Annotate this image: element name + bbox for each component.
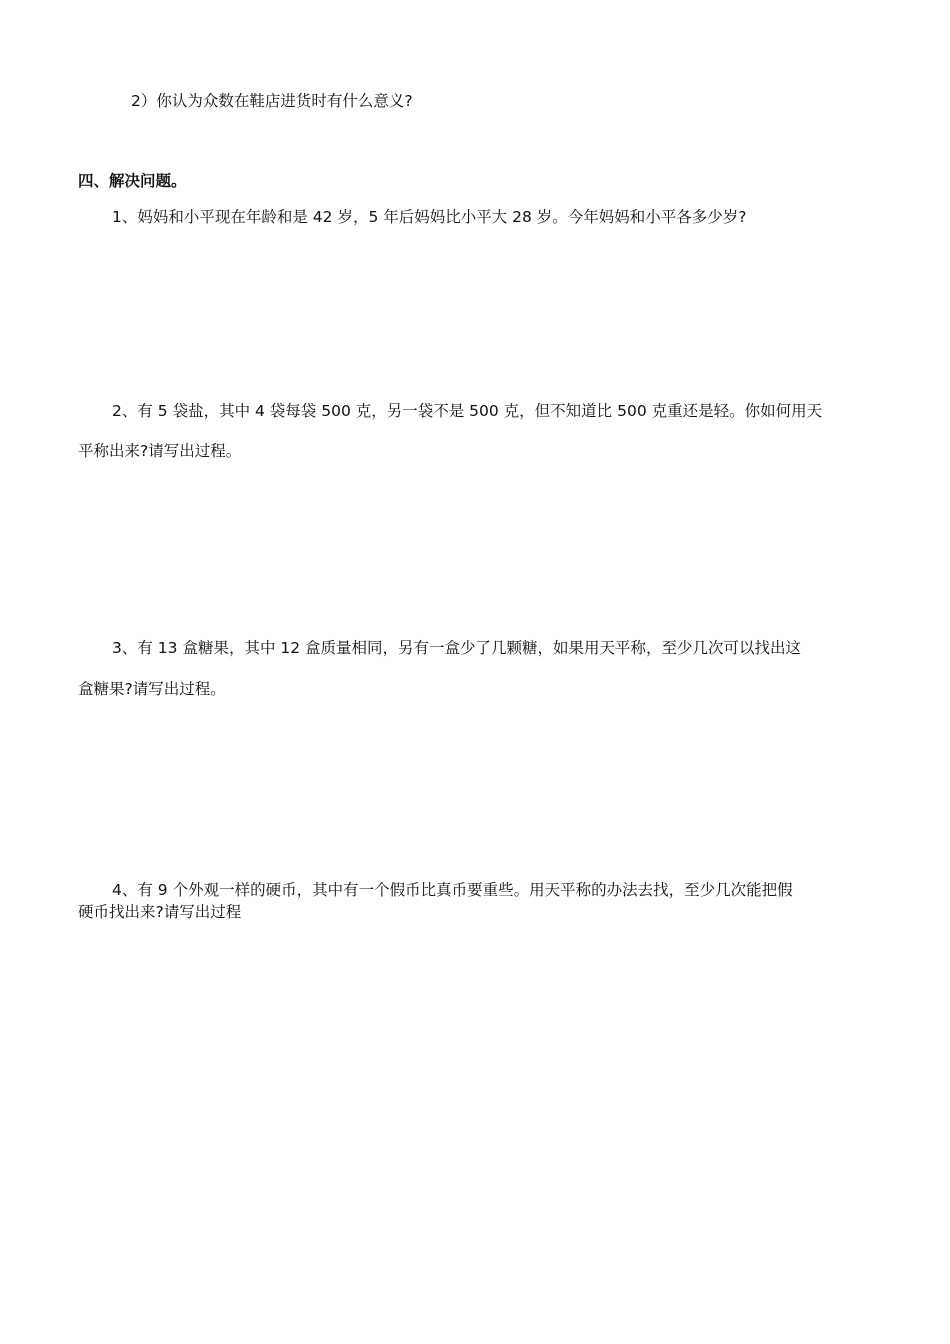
problem-2-text-continued: 平称出来?请写出过程。 [78,442,242,460]
problem-4-text-continued: 硬币找出来?请写出过程 [78,903,242,921]
problem-2-text: 2、有 5 袋盐，其中 4 袋每袋 500 克，另一袋不是 500 克，但不知道比 500 克重还是轻。你如何用天 [112,402,823,420]
section-heading: 四、解决问题。 [78,172,187,190]
sub-question-2: 2）你认为众数在鞋店进货时有什么意义? [131,92,413,110]
problem-3-text-continued: 盒糖果?请写出过程。 [78,680,226,698]
problem-4-text: 4、有 9 个外观一样的硬币，其中有一个假币比真币要重些。用天平称的办法去找，至少几次能把假 [112,881,793,899]
problem-1-text: 1、妈妈和小平现在年龄和是 42 岁，5 年后妈妈比小平大 28 岁。今年妈妈和小平各多少岁? [112,208,747,226]
problem-3-text: 3、有 13 盒糖果，其中 12 盒质量相同，另有一盒少了几颗糖，如果用天平称，至少几次可以找出这 [112,639,802,657]
